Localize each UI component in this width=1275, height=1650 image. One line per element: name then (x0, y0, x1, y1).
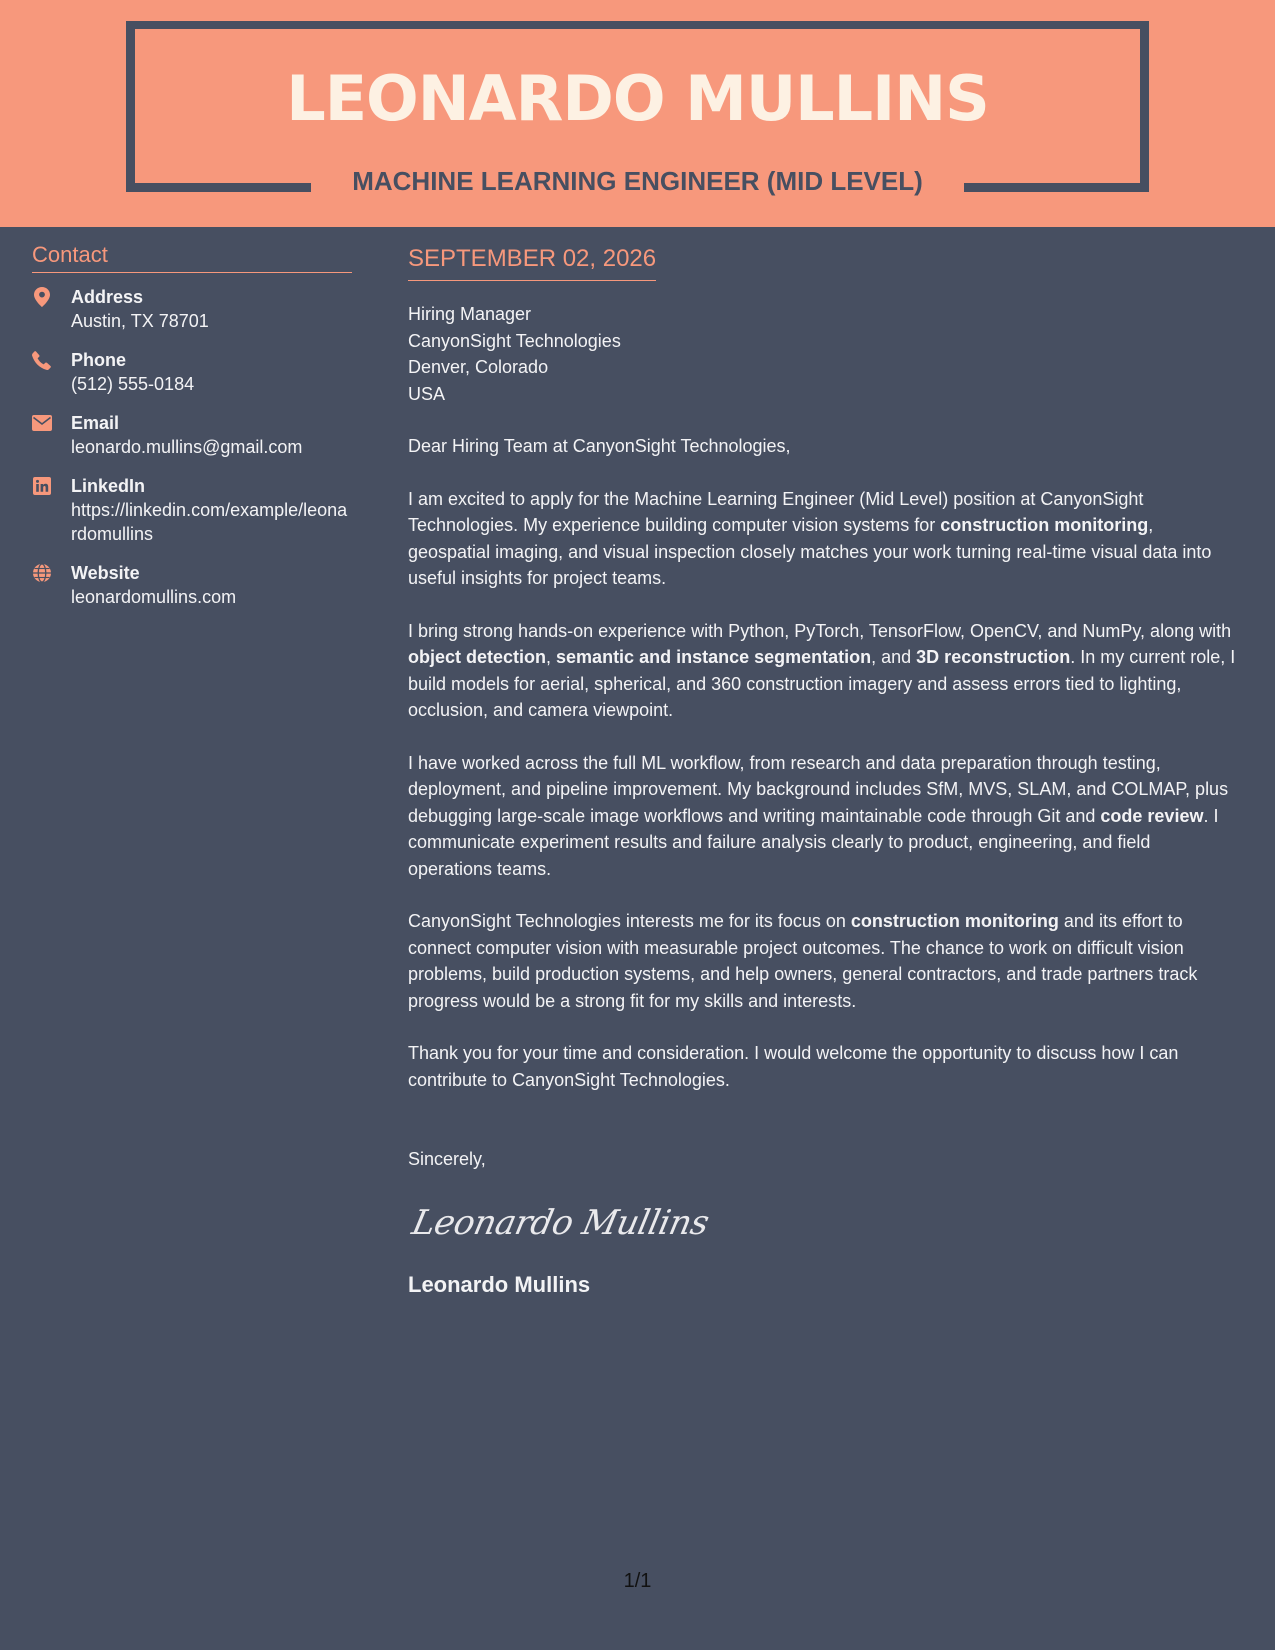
contact-label-linkedin: LinkedIn (71, 476, 146, 496)
paragraph-3-bold-1: code review (1100, 805, 1204, 826)
header-frame-top (126, 21, 1149, 29)
paragraph-1-bold-1: construction monitoring (940, 515, 1149, 535)
header-frame-bottom-left (126, 183, 311, 192)
letter-greeting: Dear Hiring Team at CanyonSight Technologies, (408, 436, 791, 456)
paragraph-3-text-c: . I communicate experiment results and failure analysis clearly to product, engineering, and field operations teams. (408, 805, 1219, 879)
paragraph-1-text-c: , geospatial imaging, and visual inspection closely matches your work turning real-time visual data into useful insights for project teams. (408, 515, 1212, 588)
header-banner (0, 0, 1275, 227)
paragraph-3-text-a: I have worked across the full ML workflow, from research and data preparation through testing, deployment, and pipeline improvement. My background includes SfM, MVS, SLAM, and COLMAP, plus debugging large-scale image workflows and writing maintainable code through Git and (408, 752, 1229, 826)
contact-value-email[interactable]: leonardo.mullins@gmail.com (71, 437, 303, 457)
contact-label-phone: Phone (71, 350, 127, 370)
contact-item-website (32, 561, 352, 609)
letter-closing: Sincerely, (408, 1149, 486, 1169)
envelope-icon (32, 413, 52, 433)
contact-label-website: Website (71, 563, 140, 583)
contact-item-email (32, 411, 352, 459)
paragraph-2-text-a: I bring strong hands-on experience with Python, PyTorch, TensorFlow, OpenCV, and NumPy, along with (408, 620, 1232, 641)
linkedin-icon (32, 476, 52, 496)
page-number: 1/1 (623, 1570, 652, 1592)
contact-value-website[interactable]: leonardomullins.com (71, 587, 237, 607)
contact-item-address (32, 285, 352, 333)
recipient-country: USA (408, 383, 446, 404)
header-frame-right (1140, 21, 1149, 192)
paragraph-5: Thank you for your time and consideration. I would welcome the opportunity to discuss how I can contribute to CanyonSight Technologies. (408, 1043, 1179, 1090)
paragraph-3 (408, 750, 1238, 883)
paragraph-4-bold-1: construction monitoring (850, 911, 1059, 931)
contact-value-linkedin[interactable]: https://linkedin.com/example/leonardomullins (71, 500, 348, 544)
contact-value-phone: (512) 555-0184 (71, 374, 195, 394)
paragraph-4-text-a: CanyonSight Technologies interests me for its focus on (408, 911, 851, 931)
paragraph-1 (408, 486, 1238, 592)
paragraph-2-text-e: . In my current role, I build models for aerial, spherical, and 360 construction imagery and assess errors tied to lighting, occlusion, and camera viewpoint. (408, 647, 1236, 720)
contact-sidebar (32, 242, 352, 624)
paragraph-4-text-c: and its effort to connect computer vision with measurable project outcomes. The chance to work on difficult vision problems, build production systems, and help owners, general contractors, and trade partners track progress would be a strong fit for my skills and interests. (408, 911, 1198, 1011)
handwritten-signature: Leonardo Mullins (408, 1202, 713, 1243)
header-frame-left (126, 21, 135, 192)
recipient-title: Hiring Manager (408, 304, 532, 324)
recipient-company: CanyonSight Technologies (408, 330, 621, 351)
contact-list (32, 285, 352, 609)
recipient-city: Denver, Colorado (408, 357, 549, 377)
contact-item-linkedin (32, 474, 352, 546)
phone-icon (32, 350, 52, 370)
contact-item-phone (32, 348, 352, 396)
paragraph-4 (408, 908, 1238, 1014)
header-frame-bottom-right (964, 183, 1149, 192)
paragraph-2-bold-3: 3D reconstruction (916, 647, 1071, 667)
recipient-block (408, 301, 1238, 407)
applicant-name: LEONARDO MULLINS (286, 62, 989, 135)
paragraph-2-text-d: , and (871, 647, 917, 667)
paragraph-2-text-c: , (546, 647, 557, 667)
contact-label-email: Email (71, 413, 120, 433)
map-pin-icon (32, 287, 52, 307)
contact-label-address: Address (71, 287, 144, 307)
paragraph-2-bold-2: semantic and instance segmentation (556, 647, 872, 667)
letter-body (408, 244, 1238, 1299)
paragraph-2-bold-1: object detection (408, 647, 547, 667)
paragraph-1-text-a: I am excited to apply for the Machine Learning Engineer (Mid Level) position at CanyonSight Technologies. My experience building computer vision systems for (408, 488, 1144, 535)
applicant-role: MACHINE LEARNING ENGINEER (MID LEVEL) (352, 166, 923, 196)
signer-name: Leonardo Mullins (408, 1271, 591, 1297)
contact-heading: Contact (32, 242, 352, 273)
globe-icon (32, 563, 52, 583)
letter-date: SEPTEMBER 02, 2026 (408, 244, 656, 281)
paragraph-2 (408, 618, 1238, 724)
contact-value-address: Austin, TX 78701 (71, 311, 209, 331)
